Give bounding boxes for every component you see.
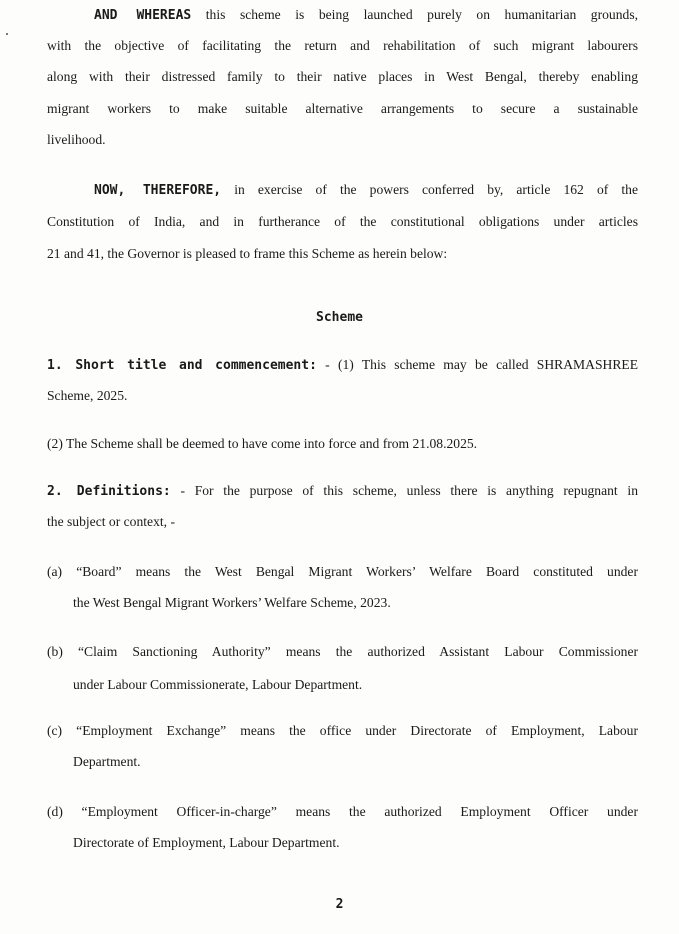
section1-lead: 1. Short title and commencement:: [47, 358, 317, 373]
therefore-line-2: Constitution of India, and in furtherance of the constitutional obligations under articles: [47, 214, 638, 229]
whereas-line-2: with the objective of facilitating the return and rehabilitation of such migrant labourers: [47, 38, 638, 53]
whereas-line-5: livelihood.: [47, 132, 106, 147]
section2-line-1: 2. Definitions: - For the purpose of this scheme, unless there is anything repugnant in: [47, 483, 638, 499]
therefore-lead: NOW, THEREFORE,: [94, 183, 222, 198]
definition-a-line-1: (a) “Board” means the West Bengal Migrant Workers’ Welfare Board constituted under: [47, 564, 638, 579]
definition-d-line-2: Directorate of Employment, Labour Department.: [73, 835, 340, 850]
definition-b-line-1: (b) “Claim Sanctioning Authority” means the authorized Assistant Labour Commissioner: [47, 644, 638, 659]
section1-line-1: 1. Short title and commencement: - (1) This scheme may be called SHRAMASHREE: [47, 357, 638, 373]
therefore-line-3: 21 and 41, the Governor is pleased to frame this Scheme as herein below:: [47, 246, 448, 261]
whereas-lead: AND WHEREAS: [94, 8, 192, 23]
definition-d-line-1: (d) “Employment Officer-in-charge” means the authorized Employment Officer under: [47, 804, 638, 819]
definition-a-line-2: the West Bengal Migrant Workers’ Welfare Scheme, 2023.: [73, 595, 391, 610]
section2-lead: 2. Definitions:: [47, 484, 171, 499]
section2-line-2: the subject or context, -: [47, 514, 175, 529]
whereas-line-1: AND WHEREAS this scheme is being launched purely on humanitarian grounds,: [94, 7, 639, 23]
definition-c-line-1: (c) “Employment Exchange” means the office under Directorate of Employment, Labour: [47, 723, 638, 738]
scan-mark: [6, 33, 8, 35]
definition-c-line-2: Department.: [73, 754, 141, 769]
whereas-line-4: migrant workers to make suitable alternative arrangements to secure a sustainable: [47, 101, 638, 116]
section1-sub2: (2) The Scheme shall be deemed to have come into force and from 21.08.2025.: [47, 436, 478, 451]
definition-b-line-2: under Labour Commissionerate, Labour Department.: [73, 677, 363, 692]
therefore-line-1: NOW, THEREFORE, in exercise of the powers conferred by, article 162 of the: [94, 182, 638, 198]
section1-line-2: Scheme, 2025.: [47, 388, 128, 403]
whereas-line-3: along with their distressed family to their native places in West Bengal, thereby enabling: [47, 69, 638, 84]
scheme-heading: Scheme: [316, 310, 363, 325]
page-number: 2: [335, 897, 344, 912]
